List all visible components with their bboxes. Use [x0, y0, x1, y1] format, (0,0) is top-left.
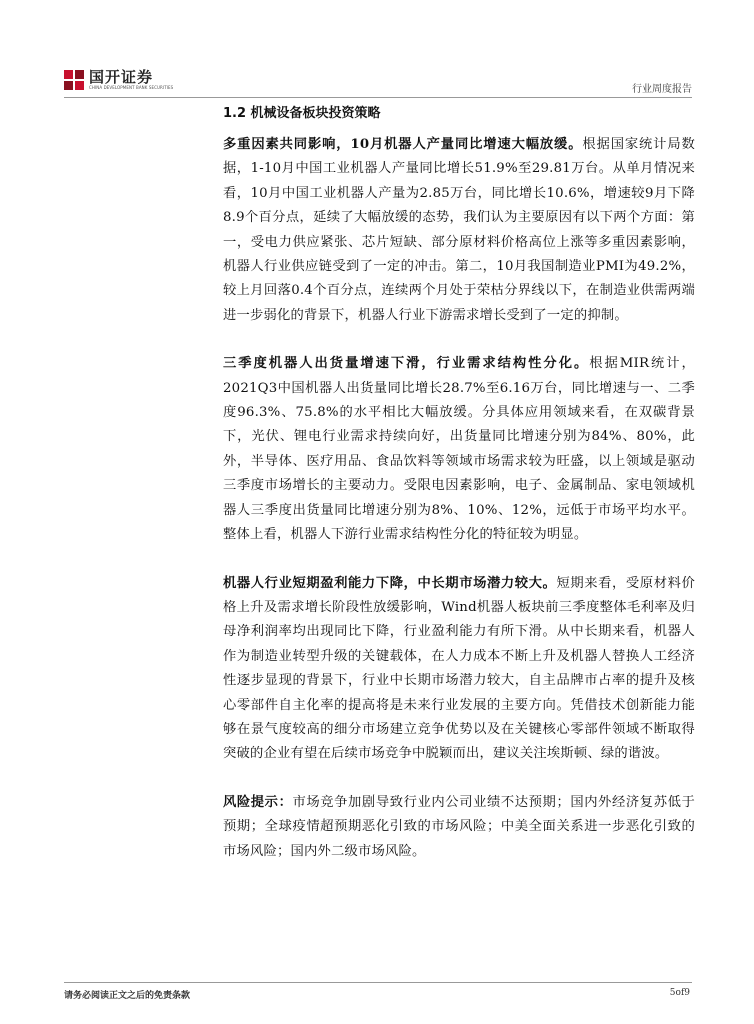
company-logo: [64, 68, 184, 92]
paragraph-robot-output: [223, 133, 695, 328]
paragraph-profitability: [223, 572, 695, 767]
logo-name: 国开证券: [89, 68, 154, 86]
paragraph-body: 市场竞争加剧导致行业内公司业绩不达预期；国内外经济复苏低于预期；全球疫情超预期恶化引致的市场风险；中美全面关系进一步恶化引致的市场风险；国内外二级市场风险。: [223, 794, 695, 859]
section-title: 1.2 机械设备板块投资策略: [223, 106, 381, 121]
header-divider: [64, 97, 692, 98]
logo-subtitle: CHINA DEVELOPMENT BANK SECURITIES: [89, 85, 174, 90]
footer-divider: [64, 982, 692, 983]
report-type: 行业周度报告: [632, 84, 692, 95]
paragraph-q3-shipments: [223, 352, 695, 547]
paragraph-lead: 三季度机器人出货量增速下滑，行业需求结构性分化。: [223, 356, 590, 372]
paragraph-risk-warning: [223, 791, 695, 864]
paragraph-lead: 风险提示：: [223, 794, 293, 810]
paragraph-lead: 机器人行业短期盈利能力下降，中长期市场潜力较大。: [223, 575, 557, 591]
paragraph-body: 根据国家统计局数据，1-10月中国工业机器人产量同比增长51.9%至29.81万台。从单月情况来看，10月中国工业机器人产量为2.85万台，同比增长10.6%，增速较9月下降8.9个百分点，延续了大幅放缓的态势，我们认为主要原因有以下两个方面：第一，受电力供应紧张、芯片短缺、部分原材料价格高位上涨等多重因素影响，机器人行业供应链受到了一定的冲击。第二，10月我国制造业PMI为49.2%，较上月回落0.4个百分点，连续两个月处于荣枯分界线以下，在制造业供需两端进一步弱化的背景下，机器人行业下游需求增长受到了一定的抑制。: [223, 137, 695, 323]
page-header: [0, 0, 754, 100]
main-content: [223, 103, 695, 864]
footer-disclaimer: 请务必阅读正文之后的免责条款: [64, 991, 191, 1001]
paragraph-body: 根据MIR统计，2021Q3中国机器人出货量同比增长28.7%至6.16万台，同比增速与一、二季度96.3%、75.8%的水平相比大幅放缓。分具体应用领域来看，在双碳背景下，光伏、锂电行业需求持续向好，出货量同比增速分别为84%、80%，此外，半导体、医疗用品、食品饮料等领域市场需求较为旺盛，以上领域是驱动三季度市场增长的主要动力。受限电因素影响，电子、金属制品、家电领域机器人三季度出货量同比增速分别为8%、10%、12%，远低于市场平均水平。整体上看，机器人下游行业需求结构性分化的特征较为明显。: [223, 356, 695, 543]
page-number: 5of9: [669, 988, 690, 998]
logo-mark-icon: [64, 70, 84, 90]
paragraph-lead: 多重因素共同影响，10月机器人产量同比增速大幅放缓。: [223, 137, 583, 152]
paragraph-body: 短期来看，受原材料价格上升及需求增长阶段性放缓影响，Wind机器人板块前三季度整体毛利率及归母净利润率均出现同比下降，行业盈利能力有所下滑。从中长期来看，机器人作为制造业转型升级的关键载体，在人力成本不断上升及机器人替换人工经济性逐步显现的背景下，行业中长期市场潜力较大，自主品牌市占率的提升及核心零部件自主化率的提高将是未来行业发展的主要方向。凭借技术创新能力能够在景气度较高的细分市场建立竞争优势以及在关键核心零部件领域不断取得突破的企业有望在后续市场竞争中脱颖而出，建议关注埃斯顿、绿的谐波。: [223, 575, 695, 762]
